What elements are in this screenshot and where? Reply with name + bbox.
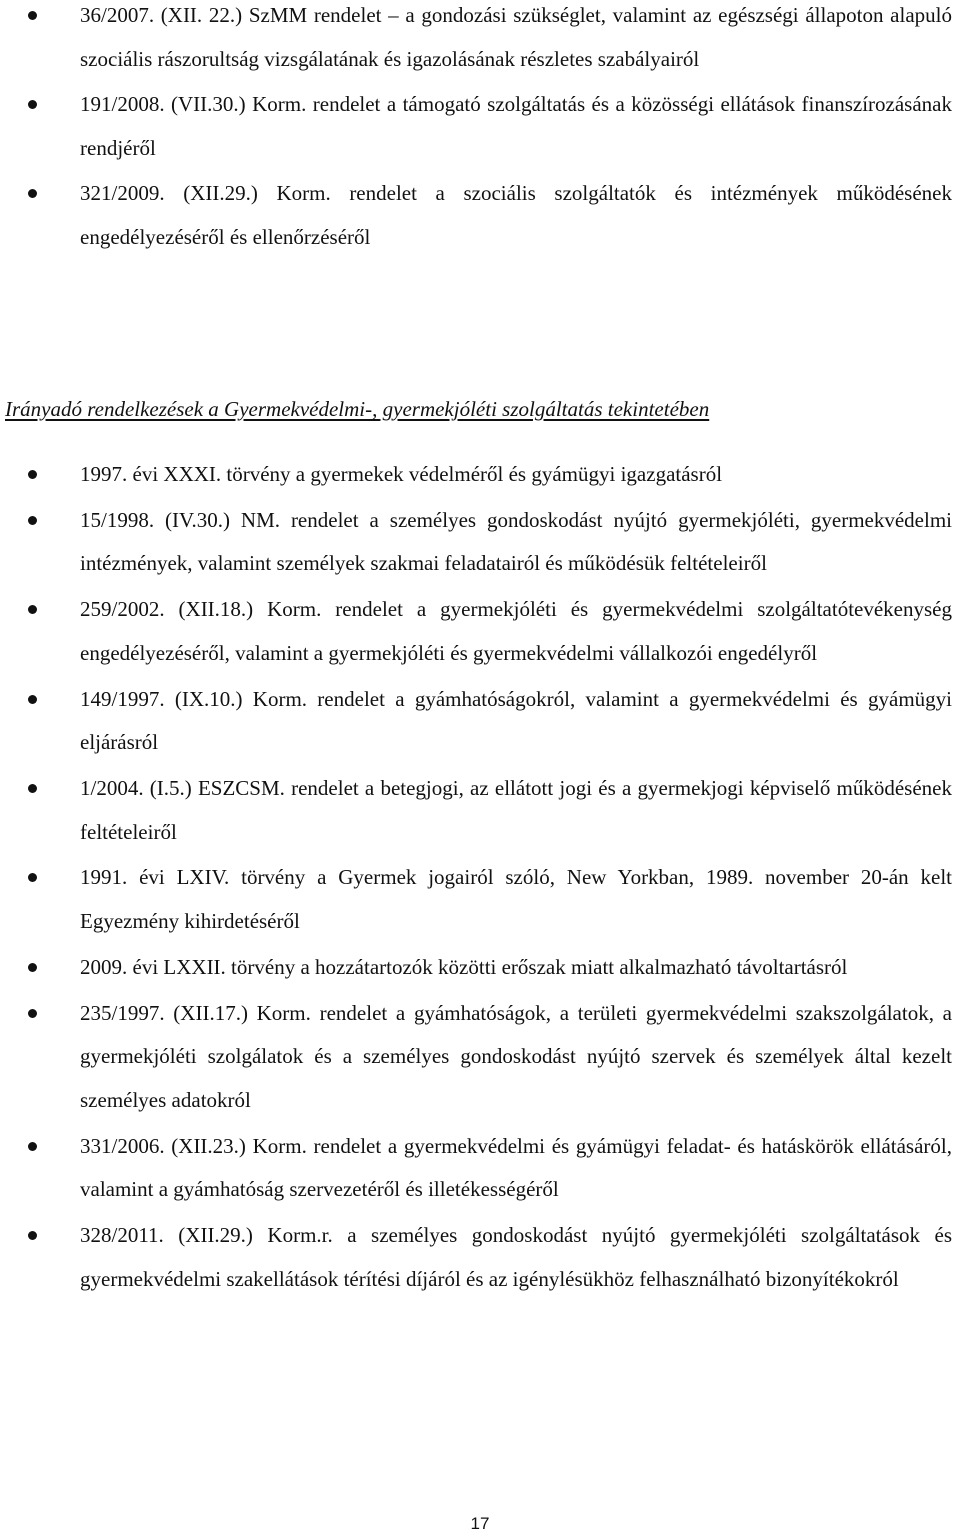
list-item-text: 1991. évi LXIV. törvény a Gyermek jogairól szóló, New Yorkban, 1989. november 20-án kelt Egyezmény kihirdetéséről: [80, 865, 952, 933]
list-item-text: 1997. évi XXXI. törvény a gyermekek védelméről és gyámügyi igazgatásról: [80, 462, 723, 486]
list-item: [0, 1214, 956, 1301]
bullet-icon: [28, 516, 37, 525]
list-item-text: 321/2009. (XII.29.) Korm. rendelet a szociális szolgáltatók és intézmények működésének engedélyezéséről és ellenőrzéséről: [80, 181, 952, 249]
list-item: [0, 678, 956, 765]
bullet-icon: [28, 11, 37, 20]
list-item-text: 191/2008. (VII.30.) Korm. rendelet a támogató szolgáltatás és a közösségi ellátások finanszírozásának rendjéről: [80, 92, 952, 160]
list-item: [0, 0, 956, 81]
list-item-text: 149/1997. (IX.10.) Korm. rendelet a gyámhatóságokról, valamint a gyermekvédelmi és gyámügyi eljárásról: [80, 686, 952, 755]
bullet-icon: [28, 189, 37, 198]
list-item: [0, 767, 956, 854]
bullet-icon: [28, 605, 37, 614]
list-item: [0, 499, 956, 586]
section-heading: Irányadó rendelkezések a Gyermekvédelmi-, gyermekjóléti szolgáltatás tekintetében: [5, 397, 710, 421]
list-item-text: 2009. évi LXXII. törvény a hozzátartozók közötti erőszak miatt alkalmazható távoltartásról: [80, 954, 848, 979]
list-item-text: 15/1998. (IV.30.) NM. rendelet a személyes gondoskodást nyújtó gyermekjóléti, gyermekvédelmi intézmények, valamint személyek szakmai feladatairól és működésük feltételeiről: [80, 507, 952, 576]
page-number: 17: [470, 1514, 490, 1533]
list-item-text: 1/2004. (I.5.) ESZCSM. rendelet a betegjogi, az ellátott jogi és a gyermekjogi képviselő működésének feltételeiről: [80, 776, 952, 844]
bullet-icon: [28, 784, 37, 793]
list-item: [0, 172, 956, 259]
bullet-icon: [28, 1009, 37, 1018]
bullet-icon: [28, 470, 37, 479]
list-item: [0, 946, 956, 990]
list-item: [0, 992, 956, 1123]
list-item: [0, 856, 956, 943]
list-item: [0, 1125, 956, 1212]
list-item: [0, 588, 956, 675]
list-item: [0, 83, 956, 170]
list-item-text: 259/2002. (XII.18.) Korm. rendelet a gyermekjóléti és gyermekvédelmi szolgáltatótevékenység engedélyezéséről, valamint a gyermekjóléti és gyermekvédelmi vállalkozói engedélyről: [80, 597, 952, 665]
bullet-icon: [28, 963, 37, 972]
bullet-icon: [28, 695, 37, 704]
list-item-text: 328/2011. (XII.29.) Korm.r. a személyes gondoskodást nyújtó gyermekjóléti szolgáltatások és gyermekvédelmi szakellátások térítési díjáról és az igénylésükhöz felhasználható bizonyítékokról: [80, 1223, 952, 1291]
bullet-icon: [28, 873, 37, 882]
list-item: [0, 453, 956, 497]
list-item-text: 331/2006. (XII.23.) Korm. rendelet a gyermekvédelmi és gyámügyi feladat- és hatáskörök ellátásáról, valamint a gyámhatóság szervezetéről és illetékességéről: [80, 1133, 952, 1202]
child-protection-regulation-list: [0, 453, 956, 1303]
bullet-icon: [28, 1231, 37, 1240]
intro-regulation-list: [0, 0, 956, 261]
list-item-text: 235/1997. (XII.17.) Korm. rendelet a gyámhatóságok, a területi gyermekvédelmi szakszolgálatok, a gyermekjóléti szolgálatok és a személyes gondoskodást nyújtó szervek és személyek által kezelt személyes adatokról: [80, 1000, 952, 1112]
bullet-icon: [28, 1142, 37, 1151]
list-item-text: 36/2007. (XII. 22.) SzMM rendelet – a gondozási szükséglet, valamint az egészségi állapoton alapuló szociális rászorultság vizsgálatának és igazolásának részletes szabályairól: [80, 3, 952, 71]
bullet-icon: [28, 100, 37, 109]
